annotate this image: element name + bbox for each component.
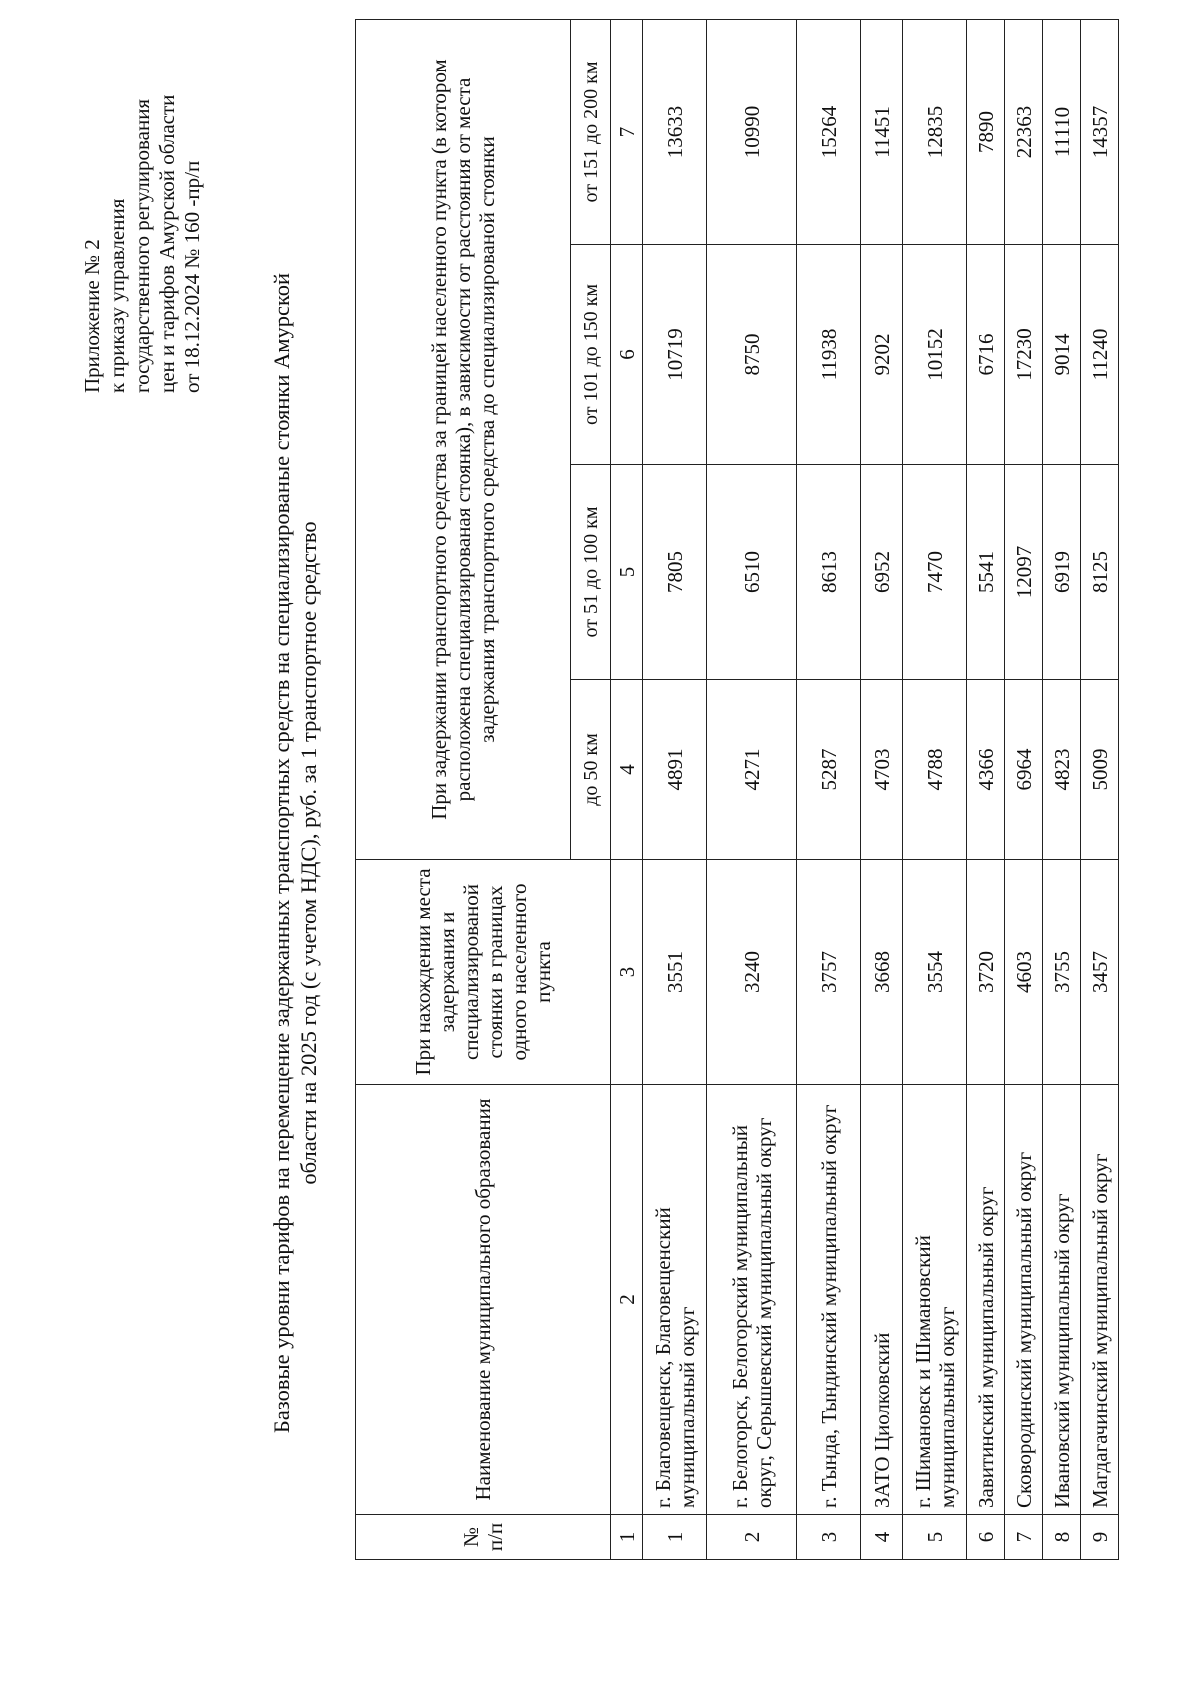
column-number: 2 [611, 1085, 643, 1515]
row-number: 8 [1043, 1515, 1081, 1560]
tariff-51-100: 6510 [707, 465, 797, 680]
table-row [903, 20, 967, 1560]
row-number: 6 [967, 1515, 1005, 1560]
tariff-51-100: 7470 [903, 465, 967, 680]
column-number: 6 [611, 245, 643, 465]
header-name: Наименование муниципального образования [356, 1085, 611, 1515]
document-title [268, 153, 322, 1553]
tariff-upto-50: 4891 [643, 680, 707, 860]
tariff-151-200: 11110 [1043, 20, 1081, 245]
tariff-51-100: 8125 [1081, 465, 1119, 680]
tariff-within: 3457 [1081, 860, 1119, 1085]
tariff-within: 4603 [1005, 860, 1043, 1085]
header-within: При нахождении места задержания и специализированой стоянки в границах одного населенного пункта [356, 860, 611, 1085]
column-number-row [611, 20, 643, 1560]
table-row [1043, 20, 1081, 1560]
table-row [861, 20, 903, 1560]
header-distance-3: от 101 до 150 км [571, 245, 611, 465]
column-number: 7 [611, 20, 643, 245]
row-number: 3 [797, 1515, 861, 1560]
row-number: 7 [1005, 1515, 1043, 1560]
tariff-51-100: 5541 [967, 465, 1005, 680]
tariff-151-200: 10990 [707, 20, 797, 245]
row-number: 2 [707, 1515, 797, 1560]
tariff-51-100: 8613 [797, 465, 861, 680]
row-number: 1 [643, 1515, 707, 1560]
tariff-upto-50: 5287 [797, 680, 861, 860]
tariff-151-200: 11451 [861, 20, 903, 245]
tariff-151-200: 13633 [643, 20, 707, 245]
table-row [797, 20, 861, 1560]
tariff-within: 3240 [707, 860, 797, 1085]
table-row [967, 20, 1005, 1560]
tariff-upto-50: 4823 [1043, 680, 1081, 860]
column-number: 1 [611, 1515, 643, 1560]
tariff-101-150: 17230 [1005, 245, 1043, 465]
column-number: 4 [611, 680, 643, 860]
column-number: 3 [611, 860, 643, 1085]
tariff-151-200: 22363 [1005, 20, 1043, 245]
tariff-51-100: 12097 [1005, 465, 1043, 680]
municipality-name: г. Белогорск, Белогорский муниципальный округ, Серышевский муниципальный округ [707, 1085, 797, 1515]
header-row [356, 20, 571, 1560]
header-distance-1: до 50 км [571, 680, 611, 860]
tariff-within: 3668 [861, 860, 903, 1085]
tariff-101-150: 10152 [903, 245, 967, 465]
tariff-101-150: 11938 [797, 245, 861, 465]
municipality-name: Сковородинский муниципальный округ [1005, 1085, 1043, 1515]
table-row [1005, 20, 1043, 1560]
tariff-151-200: 12835 [903, 20, 967, 245]
tariff-101-150: 9202 [861, 245, 903, 465]
tariff-51-100: 6952 [861, 465, 903, 680]
row-number: 5 [903, 1515, 967, 1560]
tariff-within: 3554 [903, 860, 967, 1085]
appendix-line: от 18.12.2024 № 160 -пр/п [180, 160, 204, 393]
header-distance-2: от 51 до 100 км [571, 465, 611, 680]
tariff-upto-50: 5009 [1081, 680, 1119, 860]
table-row [1081, 20, 1119, 1560]
municipality-name: ЗАТО Циолковский [861, 1085, 903, 1515]
row-number: 4 [861, 1515, 903, 1560]
tariff-within: 3757 [797, 860, 861, 1085]
header-outside: При задержании транспортного средства за границей населенного пункта (в котором расположена специализированая стоянка), в зависимости от расстояния от места задержания транспортного средства до специализированой стоянки [356, 20, 571, 860]
appendix-line: к приказу управления [105, 198, 129, 393]
column-number: 5 [611, 465, 643, 680]
municipality-name: г. Тында, Тындинский муниципальный округ [797, 1085, 861, 1515]
tariff-upto-50: 4703 [861, 680, 903, 860]
municipality-name: Магдагачинский муниципальный округ [1081, 1085, 1119, 1515]
appendix-header [80, 3, 205, 393]
tariff-101-150: 11240 [1081, 245, 1119, 465]
table-row [643, 20, 707, 1560]
header-distance-4: от 151 до 200 км [571, 20, 611, 245]
appendix-line: государственного регулирования [130, 98, 154, 393]
tariff-101-150: 9014 [1043, 245, 1081, 465]
appendix-line: цен и тарифов Амурской области [155, 94, 179, 393]
tariff-upto-50: 4366 [967, 680, 1005, 860]
tariff-151-200: 14357 [1081, 20, 1119, 245]
header-num: № п/п [356, 1515, 611, 1560]
municipality-name: г. Благовещенск, Благовещенский муниципальный округ [643, 1085, 707, 1515]
tariff-within: 3720 [967, 860, 1005, 1085]
tariff-101-150: 10719 [643, 245, 707, 465]
row-number: 9 [1081, 1515, 1119, 1560]
title-line: Базовые уровни тарифов на перемещение задержанных транспортных средств на специализированые стоянки Амурской [269, 272, 294, 1434]
tariff-101-150: 8750 [707, 245, 797, 465]
tariff-151-200: 7890 [967, 20, 1005, 245]
tariff-51-100: 6919 [1043, 465, 1081, 680]
tariff-101-150: 6716 [967, 245, 1005, 465]
table-row [707, 20, 797, 1560]
title-line: области на 2025 год (с учетом НДС), руб. за 1 транспортное средство [296, 521, 321, 1185]
tariff-upto-50: 4271 [707, 680, 797, 860]
tariff-within: 3755 [1043, 860, 1081, 1085]
tariff-151-200: 15264 [797, 20, 861, 245]
tariff-upto-50: 6964 [1005, 680, 1043, 860]
tariff-upto-50: 4788 [903, 680, 967, 860]
municipality-name: Завитинский муниципальный округ [967, 1085, 1005, 1515]
tariff-table [355, 19, 1119, 1560]
municipality-name: г. Шимановск и Шимановский муниципальный округ [903, 1085, 967, 1515]
appendix-line: Приложение № 2 [80, 239, 104, 393]
tariff-51-100: 7805 [643, 465, 707, 680]
tariff-within: 3551 [643, 860, 707, 1085]
municipality-name: Ивановский муниципальный округ [1043, 1085, 1081, 1515]
